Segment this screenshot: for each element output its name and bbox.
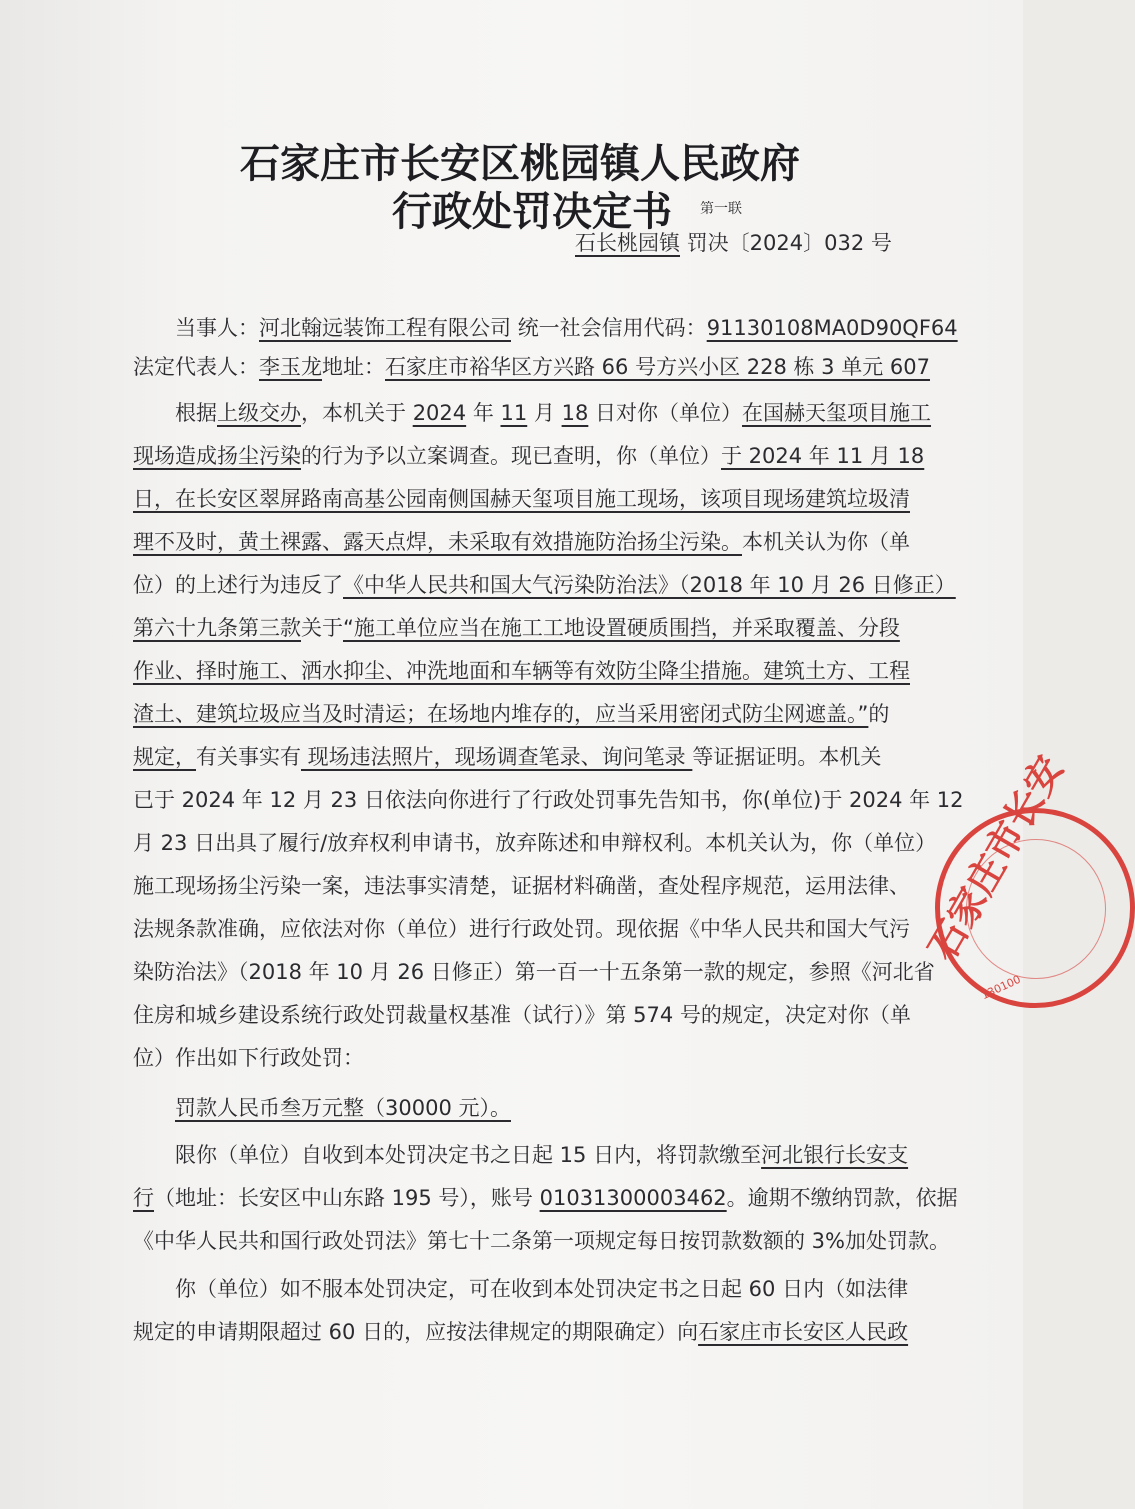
- body-line-8: 渣土、建筑垃圾应当及时清运；在场地内堆存的，应当采用密闭式防尘网遮盖。”的: [133, 702, 890, 726]
- address: 石家庄市裕华区方兴路 66 号方兴小区 228 栋 3 单元 607: [385, 355, 930, 379]
- body-line-7: 作业、择时施工、洒水抑尘、冲洗地面和车辆等有效防尘降尘措施。建筑土方、工程: [133, 659, 910, 683]
- document-number-prefix: 石长桃园镇: [575, 231, 680, 255]
- body-line-15: 住房和城乡建设系统行政处罚裁量权基准（试行）》第 574 号的规定，决定对你（单: [133, 1003, 911, 1027]
- body-line-1: 根据上级交办，本机关于 2024 年 11 月 18 日对你（单位）在国赫天玺项目施工: [175, 401, 932, 425]
- representative-label: 法定代表人：: [133, 355, 259, 379]
- party-line: [175, 313, 960, 343]
- official-seal: [918, 747, 1135, 1008]
- fine-amount: 罚款人民币叁万元整（30000 元）。: [175, 1096, 511, 1120]
- body-line-22: 规定的申请期限超过 60 日的，应按法律规定的期限确定）向石家庄市长安区人民政: [133, 1320, 909, 1344]
- body-line-9: 规定，有关事实有 现场违法照片，现场调查笔录、询问笔录 等证据证明。本机关: [133, 745, 882, 769]
- seal-code: 130100: [979, 972, 1023, 1003]
- body-line-4: 理不及时，黄土裸露、露天点焊，未采取有效措施防治扬尘污染。本机关认为你（单: [133, 530, 910, 554]
- body-line-11: 月 23 日出具了履行/放弃权利申请书，放弃陈述和申辩权利。本机关认为，你（单位）: [133, 831, 937, 855]
- body-line-13: 法规条款准确，应依法对你（单位）进行行政处罚。现依据《中华人民共和国大气污: [133, 917, 910, 941]
- body-line-3: 日，在长安区翠屏路南高基公园南侧国赫天玺项目施工现场，该项目现场建筑垃圾清: [133, 487, 910, 511]
- body-line-2: 现场造成扬尘污染的行为予以立案调查。现已查明，你（单位）于 2024 年 11 月 18: [133, 444, 925, 468]
- body-line-18: 限你（单位）自收到本处罚决定书之日起 15 日内，将罚款缴至河北银行长安支: [175, 1143, 909, 1167]
- party-label: 当事人：: [175, 316, 259, 340]
- document-title-type: 行政处罚决定书: [392, 188, 672, 235]
- party-name: 河北翰远装饰工程有限公司: [259, 316, 511, 340]
- body-line-14: 染防治法》（2018 年 10 月 26 日修正）第一百一十五条第一款的规定，参照《河北省: [133, 960, 935, 984]
- body-line-6: 第六十九条第三款关于“施工单位应当在施工工地设置硬质围挡，并采取覆盖、分段: [133, 616, 900, 640]
- representative-name: 李玉龙: [259, 355, 322, 379]
- document-number-suffix: 罚决〔2024〕032 号: [686, 231, 892, 255]
- body-line-10: 已于 2024 年 12 月 23 日依法向你进行了行政处罚事先告知书，你(单位)于 2024 年 12: [133, 788, 964, 812]
- credit-code: 91130108MA0D90QF64: [706, 316, 958, 340]
- body-line-20: 《中华人民共和国行政处罚法》第七十二条第一项规定每日按罚款数额的 3%加处罚款。: [133, 1229, 950, 1253]
- body-line-21: 你（单位）如不服本处罚决定，可在收到本处罚决定书之日起 60 日内（如法律: [175, 1277, 909, 1301]
- credit-code-label: 统一社会信用代码：: [517, 316, 707, 340]
- copy-mark: 第一联: [700, 201, 742, 217]
- seal-text: 石家庄市长安: [918, 747, 1072, 968]
- body-line-5: 位）的上述行为违反了《中华人民共和国大气污染防治法》（2018 年 10 月 26 日修正）: [133, 573, 956, 597]
- representative-line: [133, 352, 930, 382]
- document-title-agency: 石家庄市长安区桃园镇人民政府: [240, 140, 800, 187]
- body-line-19: 行（地址：长安区中山东路 195 号），账号 01031300003462。逾期不缴纳罚款，依据: [133, 1186, 958, 1210]
- body-line-12: 施工现场扬尘污染一案，违法事实清楚，证据材料确凿，查处程序规范，运用法律、: [133, 874, 910, 898]
- address-label: 地址：: [322, 355, 385, 379]
- document-number: [575, 227, 892, 257]
- body-line-16: 位）作出如下行政处罚：: [133, 1046, 364, 1070]
